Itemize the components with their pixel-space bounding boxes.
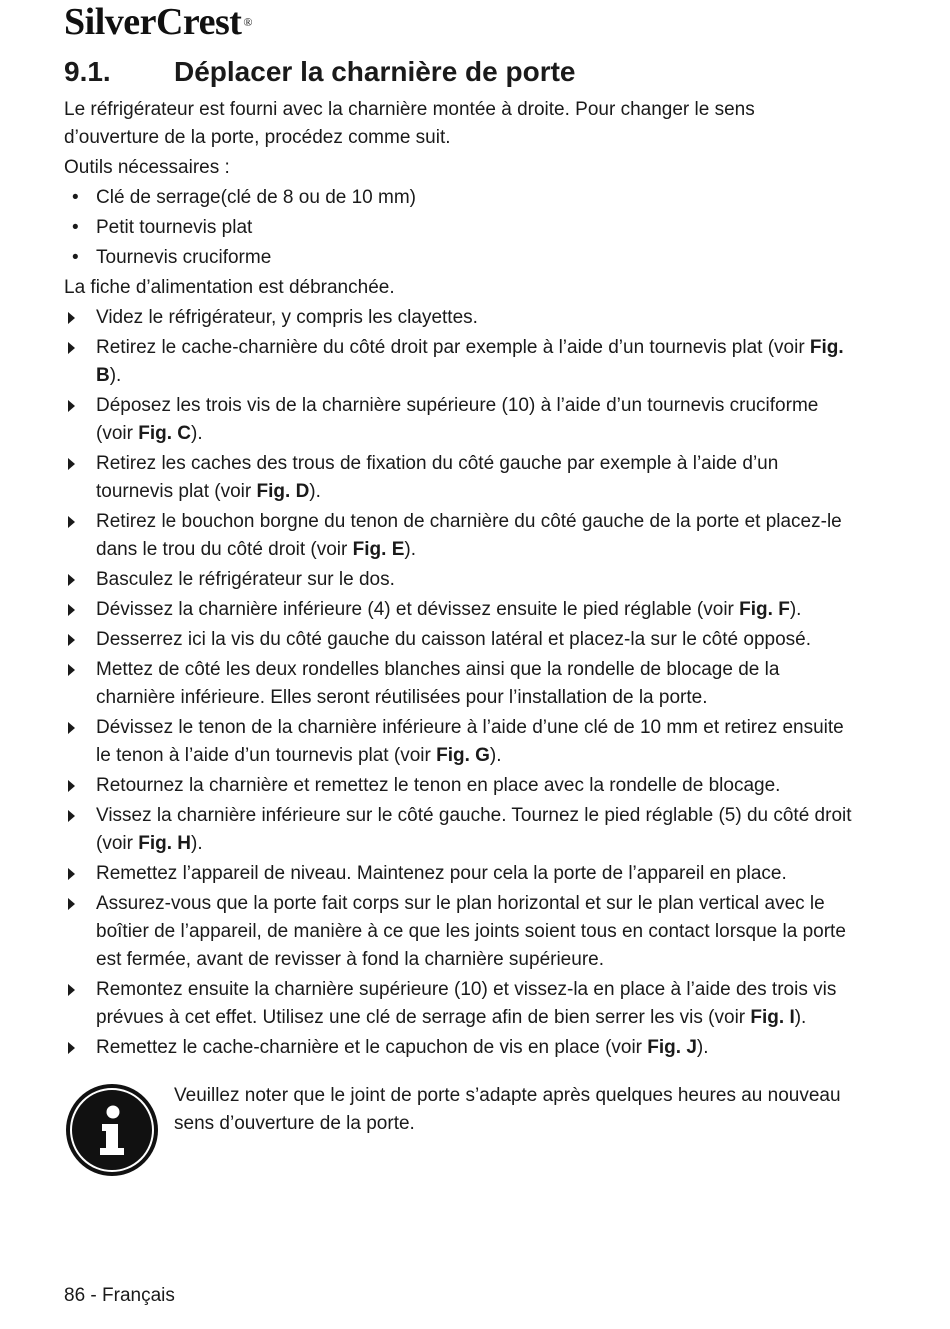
step-text-end: ).: [794, 1007, 807, 1028]
step-text-end: ).: [191, 833, 203, 854]
tool-item: • Petit tournevis plat: [64, 214, 854, 242]
figure-reference: Fig. I: [750, 1007, 795, 1028]
step-item: [64, 656, 854, 712]
footer-language: Français: [102, 1285, 175, 1306]
step-text-end: ).: [109, 365, 122, 386]
step-item: [64, 596, 854, 624]
step-text: Basculez le réfrigérateur sur le dos.: [96, 569, 395, 590]
step-text: Retirez les caches des trous de fixation du côté gauche par exemple à l’aide d’un tournevis plat (voir: [96, 453, 779, 502]
info-note: [64, 1082, 854, 1182]
step-item: [64, 334, 854, 390]
step-item: [64, 1034, 854, 1062]
step-text-end: ).: [789, 599, 802, 620]
footer-separator: -: [85, 1285, 103, 1306]
figure-reference: Fig. B: [96, 337, 844, 386]
steps-list: [64, 304, 854, 1062]
step-item: [64, 890, 854, 974]
step-text: Mettez de côté les deux rondelles blanches ainsi que la rondelle de blocage de la charnière inférieure. Elles seront réutilisées pour l’installation de la porte.: [96, 659, 780, 708]
figure-reference: Fig. D: [256, 481, 310, 502]
step-text-end: ).: [404, 539, 416, 560]
section-body: [64, 96, 854, 1064]
step-text-end: ).: [309, 481, 321, 502]
step-text: Desserrez ici la vis du côté gauche du caisson latéral et placez-la sur le côté opposé.: [96, 629, 811, 650]
step-text: Déposez les trois vis de la charnière supérieure (10) à l’aide d’un tournevis cruciforme (voir: [96, 395, 819, 444]
step-text: Dévissez la charnière inférieure (4) et dévissez ensuite le pied réglable (voir: [96, 599, 740, 620]
figure-reference: Fig. F: [739, 599, 790, 620]
step-text: Vissez la charnière inférieure sur le côté gauche. Tournez le pied réglable (5) du côté droit (voir: [96, 805, 852, 854]
figure-reference: Fig. C: [138, 423, 192, 444]
brand-name: SilverCrest: [64, 1, 242, 43]
step-text: Retirez le cache-charnière du côté droit par exemple à l’aide d’un tournevis plat (voir: [96, 337, 810, 358]
section-heading: [64, 54, 576, 90]
intro-paragraph: Le réfrigérateur est fourni avec la charnière montée à droite. Pour changer le sens d’ouverture de la porte, procédez comme suit.: [64, 99, 755, 148]
figure-reference: Fig. G: [436, 745, 490, 766]
step-text-end: ).: [191, 423, 203, 444]
step-text: Retournez la charnière et remettez le tenon en place avec la rondelle de blocage.: [96, 775, 781, 796]
brand-logo: [64, 2, 252, 42]
tools-label: Outils nécessaires :: [64, 157, 230, 178]
step-text-end: ).: [696, 1037, 709, 1058]
step-item: [64, 626, 854, 654]
registered-mark: ®: [243, 15, 253, 29]
tool-item: • Tournevis cruciforme: [64, 244, 854, 272]
step-item: [64, 976, 854, 1032]
page-footer: [64, 1282, 175, 1310]
step-text: Remettez le cache-charnière et le capuchon de vis en place (voir: [96, 1037, 648, 1058]
step-text: Remontez ensuite la charnière supérieure (10) et vissez-la en place à l’aide des trois vis prévues à cet effet. Utilisez une clé de serrage afin de bien serrer les vis (voir: [96, 979, 837, 1028]
step-item: [64, 802, 854, 858]
figure-reference: Fig. H: [138, 833, 192, 854]
step-item: [64, 714, 854, 770]
figure-reference: Fig. E: [352, 539, 405, 560]
step-text: Dévissez le tenon de la charnière inférieure à l’aide d’une clé de 10 mm et retirez ensuite le tenon à l’aide d’un tournevis plat (voir: [96, 717, 844, 766]
step-text: Remettez l’appareil de niveau. Maintenez pour cela la porte de l’appareil en place.: [96, 863, 787, 884]
section-title: Déplacer la charnière de porte: [174, 56, 576, 87]
step-text: Assurez-vous que la porte fait corps sur le plan horizontal et sur le plan vertical avec le boîtier de l’appareil, de manière à ce que les joints soient tous en contact lorsque la porte est fermée, avant de revisser à fond la charnière supérieure.: [96, 893, 846, 970]
step-item: [64, 860, 854, 888]
step-text: Retirez le bouchon borgne du tenon de charnière du côté gauche de la porte et placez-le dans le trou du côté droit (voir: [96, 511, 842, 560]
tools-list: [64, 184, 854, 272]
tool-item: • Clé de serrage(clé de 8 ou de 10 mm): [64, 184, 854, 212]
step-item: [64, 304, 854, 332]
precondition-text: La fiche d’alimentation est débranchée.: [64, 277, 395, 298]
figure-reference: Fig. J: [647, 1037, 697, 1058]
step-text: Videz le réfrigérateur, y compris les clayettes.: [96, 307, 478, 328]
step-item: [64, 566, 854, 594]
section-number: 9.1.: [64, 56, 111, 87]
step-item: [64, 772, 854, 800]
step-item: [64, 450, 854, 506]
step-text-end: ).: [489, 745, 502, 766]
step-item: [64, 508, 854, 564]
step-item: [64, 392, 854, 448]
page-number: 86: [64, 1285, 86, 1306]
note-text: Veuillez noter que le joint de porte s’adapte après quelques heures au nouveau sens d’ouverture de la porte.: [174, 1085, 841, 1134]
info-icon: [64, 1082, 160, 1178]
